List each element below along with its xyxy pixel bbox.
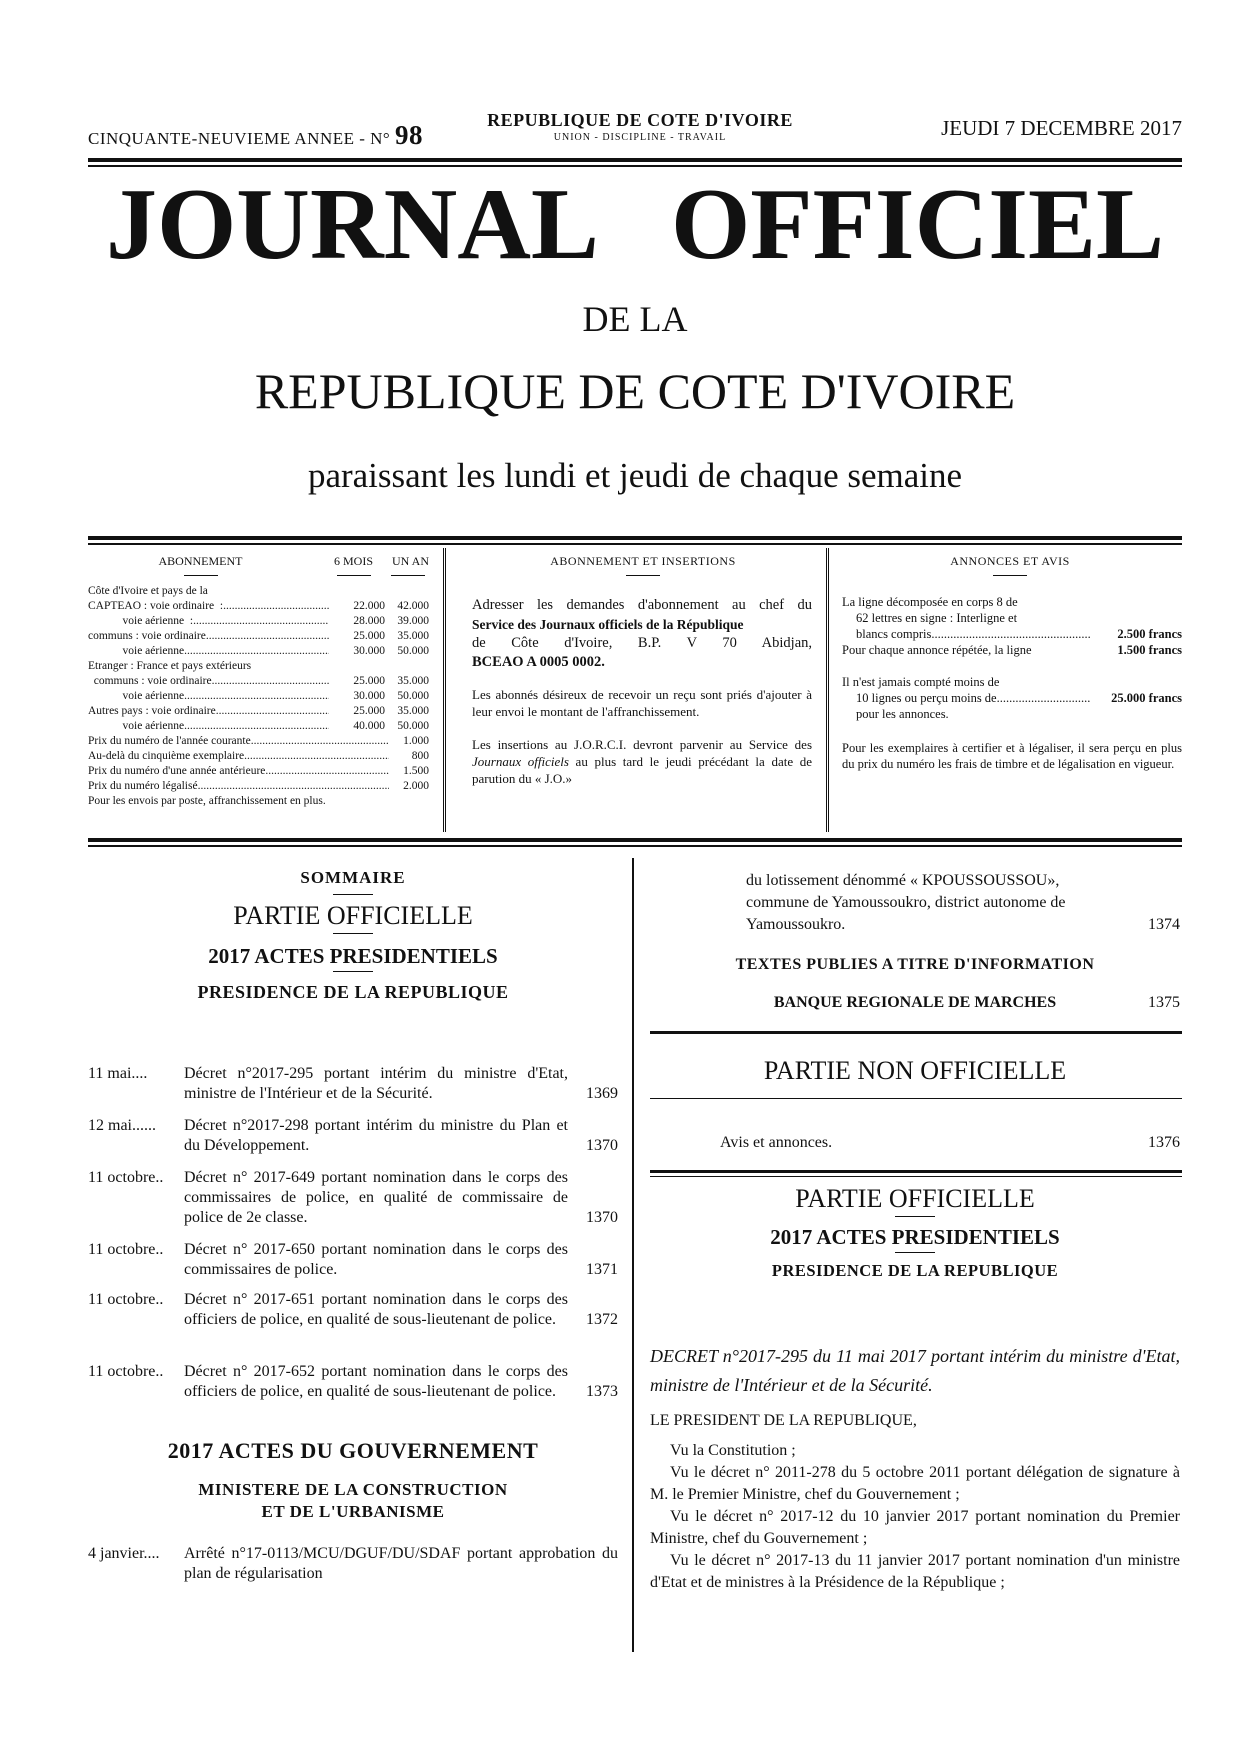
insertions-box: ABONNEMENT ET INSERTIONS Adresser les demandes d'abonnement au chef du Service des Journaux officiels de la République de Côte d'Ivoire, B.P. V 70 Abidjan, BCEAO A 0005 0002. Les abonnés désireux de recevoir un reçu sont priés d'ajouter à leur envoi le montant de l'affranchissement. Les insertions au J.O.R.C.I. devront parvenir au Service des Journaux officiels au plus tard le jeudi précédant la date de parution du « J.O.»	[460, 548, 829, 832]
divider	[88, 543, 1182, 545]
sommaire-entry: 11 octobre.. Décret n° 2017-650 portant nomination dans le corps des commissaires de police. 1371	[88, 1241, 618, 1278]
presidence: PRESIDENCE DE LA REPUBLIQUE	[197, 982, 509, 1002]
subscription-row: communs : voie ordinaire ..... 25.000 35.000	[88, 674, 429, 689]
annonces-box: ANNONCES ET AVIS La ligne décomposée en corps 8 de 62 lettres en signe : Interligne et blancs compris ..... 2.500 francs Pour chaque annonce répétée, la ligne 1.500 francs Il n'est jamais compté moins de 10 lignes ou perçu moins de ..... 25.000 francs pour les annonces. Pour les exemplaires à certifier et à légaliser, il sera perçu en plus du prix du numéro les frais de timbre et de légalisation en vigueur.	[838, 548, 1182, 832]
price-minimum: 25.000 francs	[1111, 691, 1182, 705]
country-name: REPUBLIQUE DE COTE D'IVOIRE	[487, 110, 793, 130]
divider	[88, 158, 1182, 162]
subscription-row: voie aérienne ..... 30.000 50.000	[88, 644, 429, 659]
divider	[650, 1031, 1182, 1034]
subscription-title: ABONNEMENT	[158, 554, 243, 568]
issue-number: 98	[394, 120, 423, 150]
subscription-box	[88, 548, 446, 832]
col-an: UN AN	[391, 554, 429, 568]
col-6mois: 6 MOIS	[333, 554, 373, 568]
sommaire-entry: 12 mai...... Décret n°2017-298 portant intérim du ministre du Plan et du Développement. 1370	[88, 1117, 618, 1154]
annonces-title: ANNONCES ET AVIS	[950, 554, 1070, 568]
divider	[88, 838, 1182, 842]
divider	[88, 845, 1182, 847]
country-block	[470, 110, 810, 143]
subscription-row: voie aérienne ..... 40.000 50.000	[88, 719, 429, 734]
sommaire-continuation: du lotissement dénommé « KPOUSSOUSSOU», commune de Yamoussoukro, district autonome de Yamoussoukro. 1374	[746, 872, 1180, 933]
subscription-row: CAPTEAO : voie ordinaire : ..... 22.000 42.000	[88, 599, 429, 614]
sommaire-entry: BANQUE REGIONALE DE MARCHES 1375	[773, 994, 1180, 1011]
column-divider	[632, 858, 634, 1652]
price-row: Prix du numéro de l'année courante ..... 1.000	[88, 734, 429, 749]
subscription-row: Autres pays : voie ordinaire ..... 25.000 35.000	[88, 704, 429, 719]
price-row: Au-delà du cinquième exemplaire ..... 800	[88, 749, 429, 764]
insertions-receipt: Les abonnés désireux de recevoir un reçu sont priés d'ajouter à leur envoi le montant de l'affranchissement.	[472, 687, 812, 719]
textes-information: TEXTES PUBLIES A TITRE D'INFORMATION	[735, 956, 1095, 973]
actes-presidentiels: 2017 ACTES PRESIDENTIELS	[208, 944, 498, 968]
issue-label: CINQUANTE-NEUVIEME ANNEE - N° 98	[88, 120, 423, 150]
sommaire-entry: 11 mai.... Décret n°2017-295 portant intérim du ministre d'Etat, ministre de l'Intérieur et de la Sécurité. 1369	[88, 1065, 618, 1102]
partie-non-officielle: PARTIE NON OFFICIELLE	[763, 1056, 1067, 1085]
decree-visa: Vu le décret n° 2017-12 du 10 janvier 2017 portant nomination du Premier Ministre, chef du Gouvernement ;	[650, 1508, 1180, 1547]
decree-title: DECRET n°2017-295 du 11 mai 2017 portant intérim du ministre d'Etat, ministre de l'Intérieur et de la Sécurité.	[650, 1346, 1180, 1395]
sommaire-entry: Avis et annonces. 1376	[720, 1134, 1180, 1151]
subscription-row: communs : voie ordinaire ..... 25.000 35.000	[88, 629, 429, 644]
price-repeat: 1.500 francs	[1117, 643, 1182, 657]
decree-visa: Vu le décret n° 2011-278 du 5 octobre 2011 portant délégation de signature à M. le Premier Ministre, chef du Gouvernement ;	[650, 1464, 1180, 1503]
decree-presidence: PRESIDENCE DE LA REPUBLIQUE	[771, 1261, 1059, 1280]
partie-officielle: PARTIE OFFICIELLE	[233, 901, 473, 930]
insertions-deadline: Les insertions au J.O.R.C.I. devront parvenir au Service des Journaux officiels au plus tard le jeudi précédant la date de parution du « J.O.»	[472, 737, 812, 786]
decree-partie: PARTIE OFFICIELLE	[795, 1184, 1035, 1213]
sommaire-entry: 11 octobre.. Décret n° 2017-652 portant nomination dans le corps des officiers de police, en qualité de sous-lieutenant de police. 1373	[88, 1363, 618, 1400]
masthead-republic: REPUBLIQUE DE COTE D'IVOIRE	[254, 363, 1016, 419]
insertions-address: Adresser les demandes d'abonnement au chef du	[472, 597, 812, 613]
divider	[650, 1170, 1182, 1173]
divider	[88, 165, 1182, 167]
sommaire-entry: 11 octobre.. Décret n° 2017-651 portant nomination dans le corps des officiers de police, en qualité de sous-lieutenant de police. 1372	[88, 1291, 618, 1328]
insertions-title: ABONNEMENT ET INSERTIONS	[550, 554, 736, 568]
subscription-row: Etranger : France et pays extérieurs	[88, 660, 252, 672]
divider	[650, 1098, 1182, 1099]
divider	[650, 1176, 1182, 1177]
annonces-legalisation: Pour les exemplaires à certifier et à légaliser, il sera perçu en plus du prix du numéro les frais de timbre et de légalisation en vigueur.	[842, 741, 1182, 771]
decree-president: LE PRESIDENT DE LA REPUBLIQUE,	[650, 1412, 917, 1429]
price-line: 2.500 francs	[1117, 627, 1182, 641]
subscription-table	[88, 584, 443, 809]
actes-gouvernement: 2017 ACTES DU GOUVERNEMENT	[167, 1438, 539, 1463]
price-row: Prix du numéro légalisé ..... 2.000	[88, 779, 429, 794]
masthead-title: JOURNAL OFFICIEL	[105, 168, 1165, 281]
sommaire-title: SOMMAIRE	[300, 868, 406, 887]
subscription-row: voie aérienne ..... 30.000 50.000	[88, 689, 429, 704]
postal-note: Pour les envois par poste, affranchissement en plus.	[88, 795, 326, 807]
decree-actes: 2017 ACTES PRESIDENTIELS	[770, 1225, 1060, 1249]
subscription-row: voie aérienne : ..... 28.000 39.000	[88, 614, 429, 629]
motto: UNION - DISCIPLINE - TRAVAIL	[553, 132, 727, 143]
decree-visa: Vu le décret n° 2017-13 du 11 janvier 2017 portant nomination d'un ministre d'Etat et de ministres à la Présidence de la République ;	[650, 1552, 1180, 1591]
masthead-frequency: paraissant les lundi et jeudi de chaque semaine	[307, 456, 963, 495]
decree-visa: Vu la Constitution ;	[670, 1442, 796, 1459]
masthead-dela: DE LA	[582, 299, 688, 339]
subscription-row: Côte d'Ivoire et pays de la	[88, 585, 208, 597]
decree-body	[650, 1410, 1180, 1594]
divider	[88, 536, 1182, 540]
sommaire-entry: 11 octobre.. Décret n° 2017-649 portant nomination dans le corps des commissaires de police, en qualité de commissaire de police de 2e classe. 1370	[88, 1169, 618, 1226]
issue-date: JEUDI 7 DECEMBRE 2017	[941, 116, 1182, 140]
ministere: MINISTERE DE LA CONSTRUCTION	[198, 1480, 508, 1499]
price-row: Prix du numéro d'une année antérieure ..... 1.500	[88, 764, 429, 779]
sommaire-entry: 4 janvier.... Arrêté n°17-0113/MCU/DGUF/DU/SDAF portant approbation du plan de régularisation	[88, 1545, 618, 1582]
